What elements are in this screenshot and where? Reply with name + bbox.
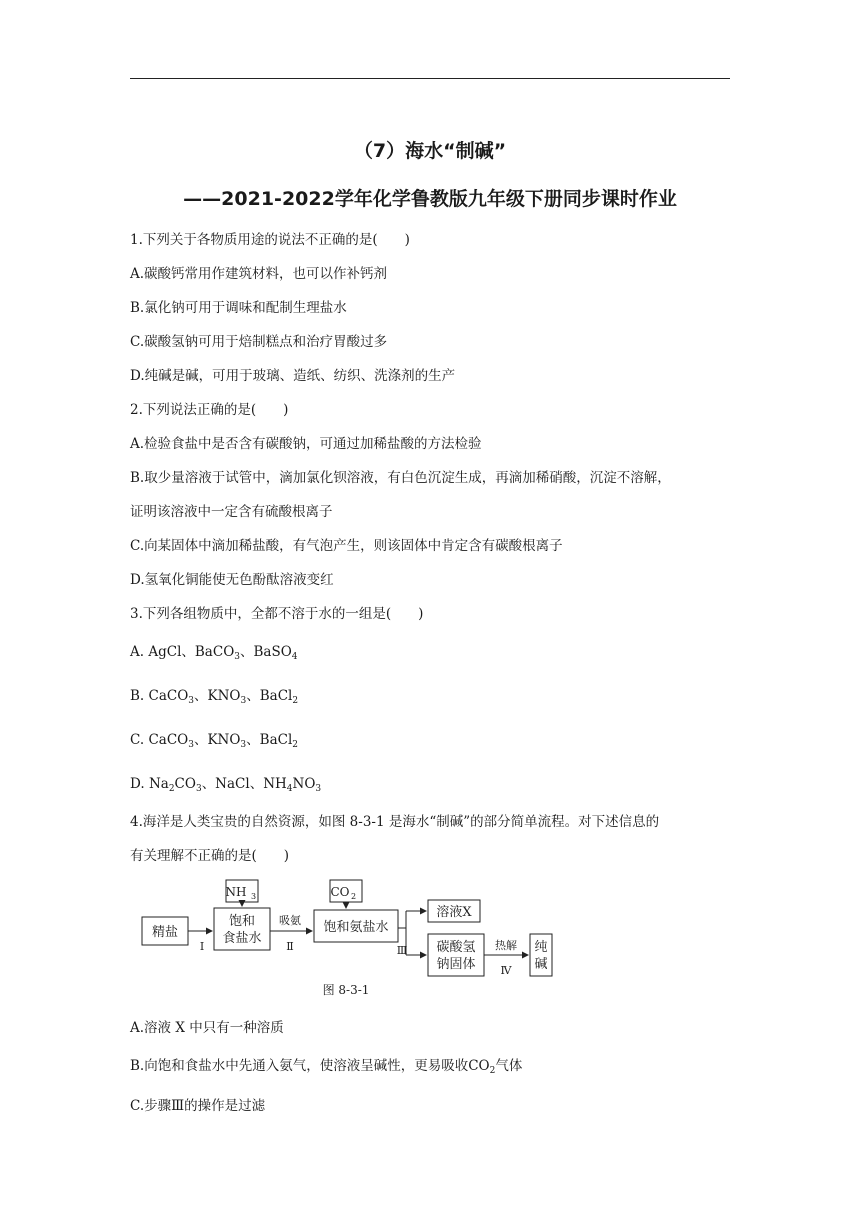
soda-label-2: 碱 — [534, 957, 548, 972]
q3-stem: 3.下列各组物质中，全都不溶于水的一组是( ) — [130, 606, 424, 622]
page-subtitle: ——2021-2022学年化学鲁教版九年级下册同步课时作业 — [183, 188, 677, 210]
bicarb-label-2: 钠固体 — [436, 957, 476, 972]
q1-option-b: B.氯化钠可用于调味和配制生理盐水 — [130, 300, 347, 316]
q2-option-c: C.向某固体中滴加稀盐酸，有气泡产生，则该固体中肯定含有碳酸根离子 — [130, 538, 563, 554]
bicarb-label-1: 碳酸氢 — [436, 940, 476, 955]
salt-label: 精盐 — [151, 925, 179, 940]
flowchart-svg — [140, 876, 580, 1002]
nh3-subscript: 3 — [251, 892, 257, 901]
q4-stem-line1: 4.海洋是人类宝贵的自然资源，如图 8-3-1 是海水“制碱”的部分简单流程。对下述信息的 — [130, 814, 660, 830]
q2-stem: 2.下列说法正确的是( ) — [130, 402, 289, 418]
q2-option-b-line1: B.取少量溶液于试管中，滴加氯化钡溶液，有白色沉淀生成，再滴加稀硝酸，沉淀不溶解， — [130, 470, 671, 486]
q4-stem-line2: 有关理解不正确的是( ) — [130, 848, 290, 864]
brine-label-2: 食盐水 — [222, 931, 262, 946]
step-4-label: Ⅳ — [500, 964, 512, 977]
q1-stem: 1.下列关于各物质用途的说法不正确的是( ) — [130, 232, 410, 248]
soda-label-1: 纯 — [534, 940, 548, 955]
heat-label: 热解 — [495, 939, 517, 952]
q4-option-b: B.向饱和食盐水中先通入氨气，使溶液呈碱性，更易吸收$CO_2$气体 — [130, 1058, 523, 1076]
co2-subscript: 2 — [351, 892, 357, 901]
co2-label: CO — [330, 885, 350, 899]
q1-option-a: A.碳酸钙常用作建筑材料，也可以作补钙剂 — [130, 266, 388, 282]
ammonia-brine-label: 饱和氨盐水 — [323, 920, 389, 935]
q1-option-d: D.纯碱是碱，可用于玻璃、造纸、纺织、洗涤剂的生产 — [130, 368, 456, 384]
q3-option-d: D. $Na_2CO_3$、NaCl、$NH_4NO_3$ — [130, 776, 322, 794]
q4-option-c: C.步骤Ⅲ的操作是过滤 — [130, 1098, 266, 1114]
q3-option-a: A. AgCl、BaCO$_3$、BaSO$_4$ — [130, 644, 298, 662]
flowchart-figure — [140, 876, 580, 1006]
solution-x-label: 溶液X — [436, 905, 472, 920]
q2-option-a: A.检验食盐中是否含有碳酸钠，可通过加稀盐酸的方法检验 — [130, 436, 482, 452]
step-3-label: Ⅲ — [396, 944, 408, 957]
header-rule — [130, 78, 730, 79]
nh3-label: NH — [225, 885, 247, 899]
q1-option-c: C.碳酸氢钠可用于焙制糕点和治疗胃酸过多 — [130, 334, 388, 350]
step-2-label: Ⅱ — [286, 940, 294, 953]
q3-option-b: B. CaCO$_3$、$KNO_3$、BaCl$_2$ — [130, 688, 299, 706]
page-title: （7）海水“制碱” — [353, 140, 507, 162]
q2-option-b-line2: 证明该溶液中一定含有硫酸根离子 — [130, 504, 333, 520]
q2-option-d: D.氢氧化铜能使无色酚酞溶液变红 — [130, 572, 334, 588]
q4-option-a: A.溶液 X 中只有一种溶质 — [130, 1020, 284, 1036]
brine-label-1: 饱和 — [228, 914, 256, 929]
absorb-label: 吸氨 — [279, 914, 301, 927]
step-1-label: Ⅰ — [199, 940, 205, 953]
figure-caption: 图 8-3-1 — [322, 983, 370, 997]
q3-option-c: C. CaCO$_3$、$KNO_3$、BaCl$_2$ — [130, 732, 299, 750]
